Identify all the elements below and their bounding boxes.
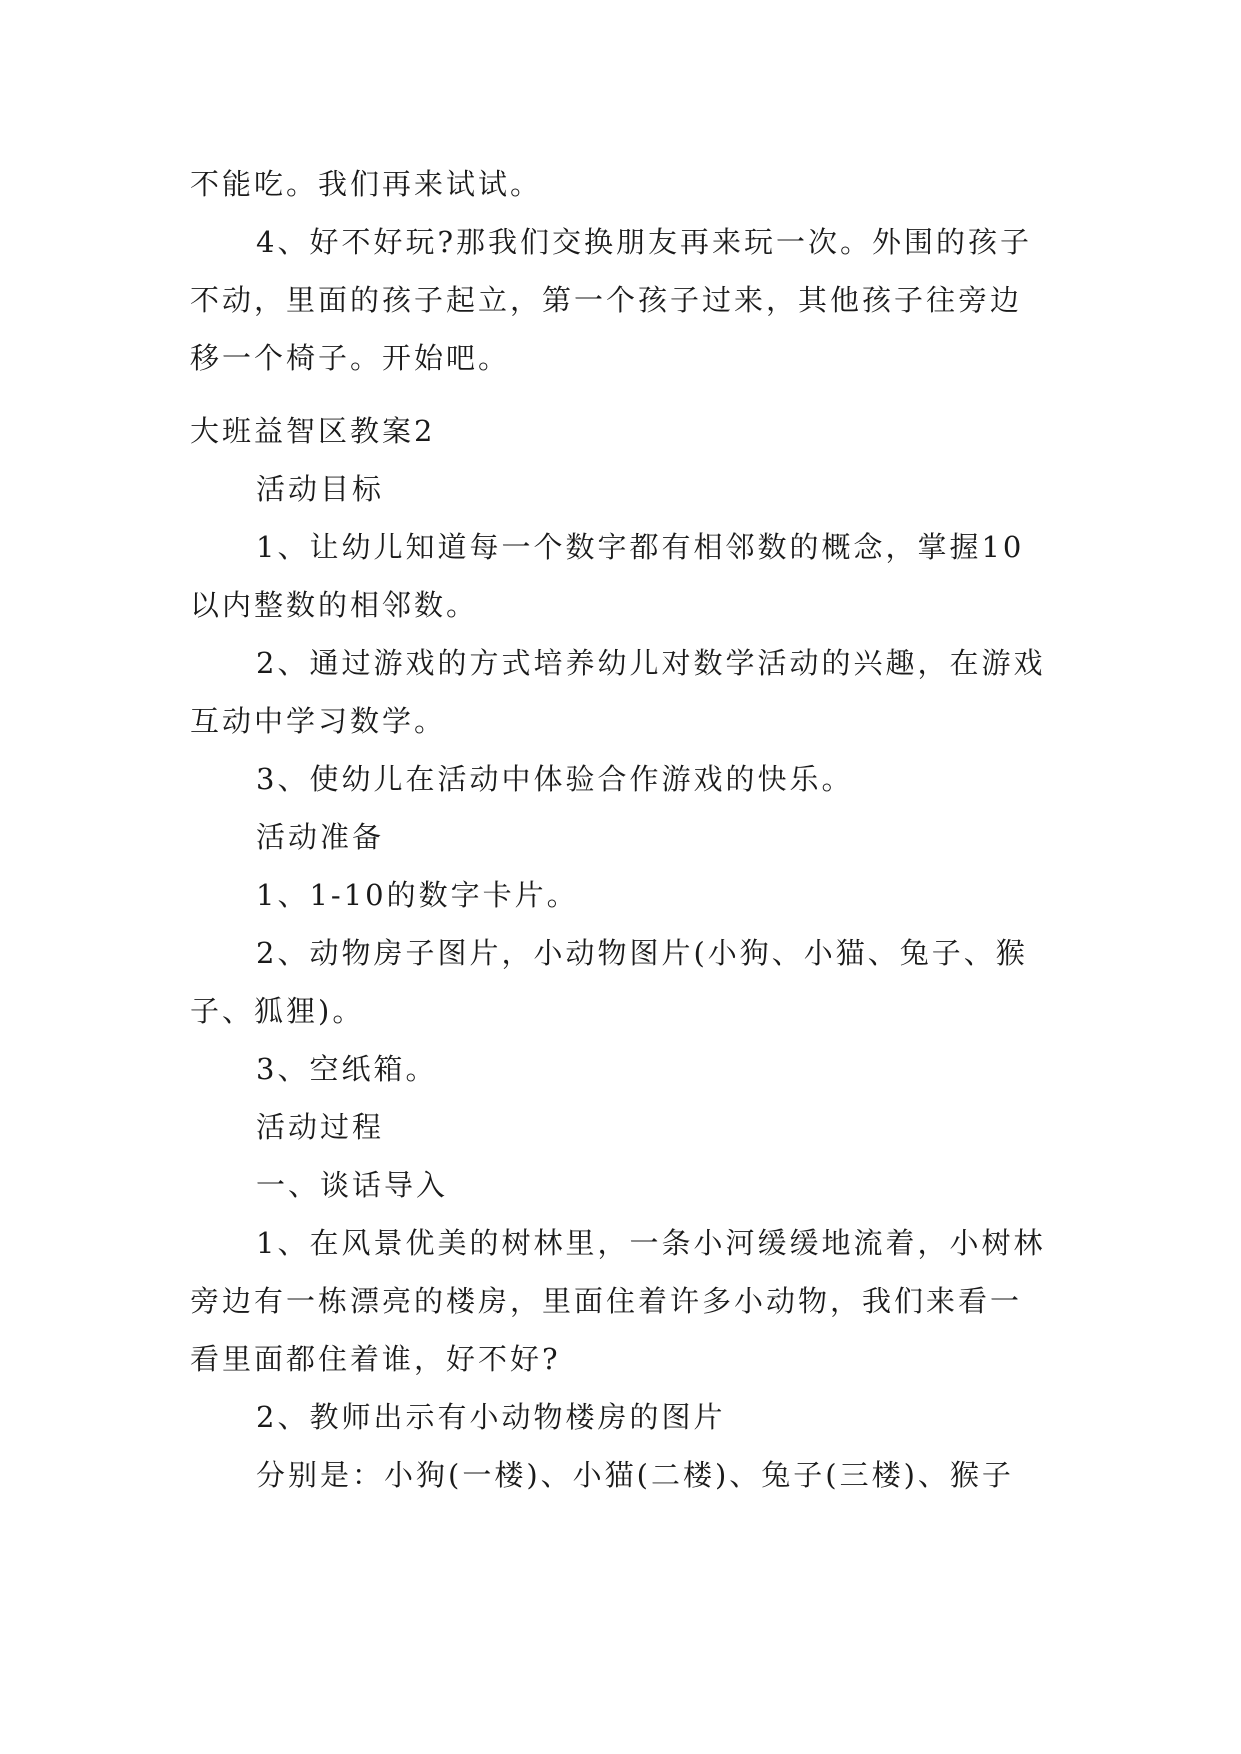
paragraph-step-4: 4、好不好玩?那我们交换朋友再来玩一次。外围的孩子不动，里面的孩子起立，第一个孩子过来，其他孩子往旁边移一个椅子。开始吧。 (190, 225, 1032, 375)
top-text-block (190, 155, 1052, 387)
paragraph-continuation: 不能吃。我们再来试试。 (190, 167, 543, 201)
process-step-2-details: 分别是：小狗(一楼)、小猫(二楼)、兔子(三楼)、猴子 (256, 1458, 1014, 1492)
heading-activity-preparation: 活动准备 (256, 820, 385, 854)
goal-item-1: 1、让幼儿知道每一个数字都有相邻数的概念，掌握10以内整数的相邻数。 (190, 530, 1025, 622)
preparation-item-3: 3、空纸箱。 (256, 1052, 438, 1086)
goal-item-3: 3、使幼儿在活动中体验合作游戏的快乐。 (256, 762, 854, 796)
process-step-1: 1、在风景优美的树林里，一条小河缓缓地流着，小树林旁边有一栋漂亮的楼房，里面住着许多小动物，我们来看一看里面都住着谁，好不好? (190, 1226, 1046, 1376)
preparation-item-2: 2、动物房子图片，小动物图片(小狗、小猫、兔子、猴子、狐狸)。 (190, 936, 1028, 1028)
heading-activity-process: 活动过程 (256, 1110, 385, 1144)
section-text-block (190, 402, 1052, 1504)
heading-activity-goals: 活动目标 (256, 472, 385, 506)
goal-item-2: 2、通过游戏的方式培养幼儿对数学活动的兴趣，在游戏互动中学习数学。 (190, 646, 1046, 738)
preparation-item-1: 1、1-10的数字卡片。 (256, 878, 579, 912)
section-title: 大班益智区教案2 (190, 414, 436, 448)
process-step-2: 2、教师出示有小动物楼房的图片 (256, 1400, 726, 1434)
process-part-1-heading: 一、谈话导入 (256, 1168, 449, 1202)
